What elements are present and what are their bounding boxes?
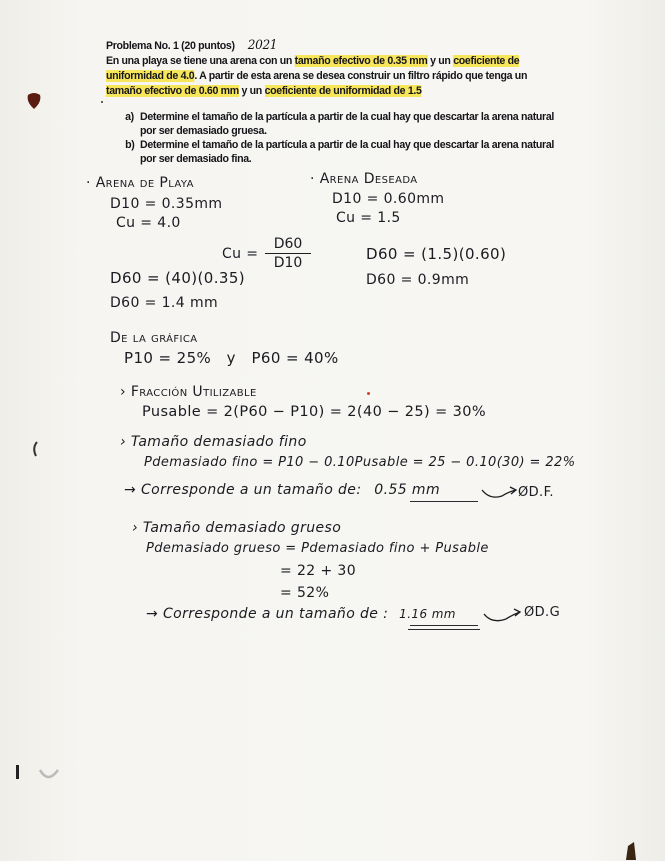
graph-values: P10 = 25% y P60 = 40% xyxy=(124,349,339,367)
d60-calc-desired: D60 = (1.5)(0.60) xyxy=(366,245,507,263)
desired-sand-title: · Arena Deseada xyxy=(310,171,418,187)
fine-size-result: → Corresponde a un tamaño de: 0.55 mm xyxy=(124,482,440,498)
desired-cu: Cu = 1.5 xyxy=(336,210,401,226)
d60-calc-beach: D60 = (40)(0.35) xyxy=(110,269,246,287)
punch-hole-top xyxy=(26,92,42,110)
beach-cu: Cu = 4.0 xyxy=(116,215,181,231)
coarse-arrow-curve xyxy=(482,606,526,626)
cu-denominator: D10 xyxy=(273,255,303,272)
coarse-size-result: → Corresponde a un tamaño de : 1.16 mm xyxy=(146,606,456,622)
bullet-dot xyxy=(101,101,103,103)
fine-size-title: › Tamaño demasiado fino xyxy=(120,434,307,450)
fine-size-calc: Pdemasiado fino = P10 − 0.10Pusable = 25 − 0.10(30) = 22% xyxy=(144,455,576,470)
highlight-target-uniformity: coeficiente de uniformidad de 1.5 xyxy=(264,85,422,97)
coarse-value-underline-1 xyxy=(410,625,478,626)
coarse-size-title: › Tamaño demasiado grueso xyxy=(132,520,342,536)
question-b: b) Determine el tamaño de la partícula a partir de la cual hay que descartar la arena natural por ser demasiado fina. xyxy=(125,139,555,165)
coarse-size-sum: = 22 + 30 xyxy=(280,563,357,579)
highlight-effective-size: tamaño efectivo de 0.35 mm xyxy=(294,55,428,67)
coarse-size-value: 1.16 mm xyxy=(399,607,456,621)
corner-mark xyxy=(622,838,642,860)
coarse-size-calc: Pdemasiado grueso = Pdemasiado fino + Pusable xyxy=(146,541,489,556)
problem-statement xyxy=(106,38,543,99)
beach-d10: D10 = 0.35mm xyxy=(110,196,223,212)
cu-formula-fraction xyxy=(260,236,316,271)
coarse-size-tag: ØD.G xyxy=(524,605,561,620)
highlight-target-size: tamaño efectivo de 0.60 mm xyxy=(106,85,239,97)
problem-text: En una playa se tiene una arena con un tamaño efectivo de 0.35 mm y un coeficiente de uniformidad de 4.0. A partir de esta arena se desea construir un filtro rápido que tenga un tamaño efectivo de 0.60 mm y un coeficiente de uniformidad de 1.5 xyxy=(106,55,528,97)
d60-result-beach: D60 = 1.4 mm xyxy=(110,295,219,311)
usable-fraction-title: › Fracción Utilizable xyxy=(120,384,257,400)
fraction-bar xyxy=(265,253,311,254)
red-dot xyxy=(367,392,370,395)
cu-formula-lhs: Cu = xyxy=(222,246,259,262)
coarse-value-underline-2 xyxy=(408,629,480,630)
coarse-size-total: = 52% xyxy=(280,585,330,601)
graph-title: De la gráfica xyxy=(110,330,198,346)
highlight-uniformity: coeficiente de uniformidad de 4.0 xyxy=(106,55,520,82)
usable-fraction-calc: Pusable = 2(P60 − P10) = 2(40 − 25) = 30% xyxy=(142,404,487,420)
punch-mark-middle xyxy=(30,440,40,458)
problem-title: Problema No. 1 (20 puntos) xyxy=(106,40,235,52)
d60-result-desired: D60 = 0.9mm xyxy=(366,272,470,288)
desired-d10: D10 = 0.60mm xyxy=(332,191,445,207)
fine-arrow-curve xyxy=(480,484,520,502)
question-a: a) Determine el tamaño de la partícula a partir de la cual hay que descartar la arena natural por ser demasiado gruesa. xyxy=(125,111,555,137)
fine-size-value: 0.55 mm xyxy=(374,482,440,498)
cu-numerator: D60 xyxy=(273,236,303,252)
problem-year: 2021 xyxy=(247,38,278,53)
fine-value-underline xyxy=(410,501,478,502)
fine-size-tag: ØD.F. xyxy=(518,485,554,500)
beach-sand-title: · Arena de Playa xyxy=(86,175,194,191)
punch-mark-bottom xyxy=(14,762,60,786)
